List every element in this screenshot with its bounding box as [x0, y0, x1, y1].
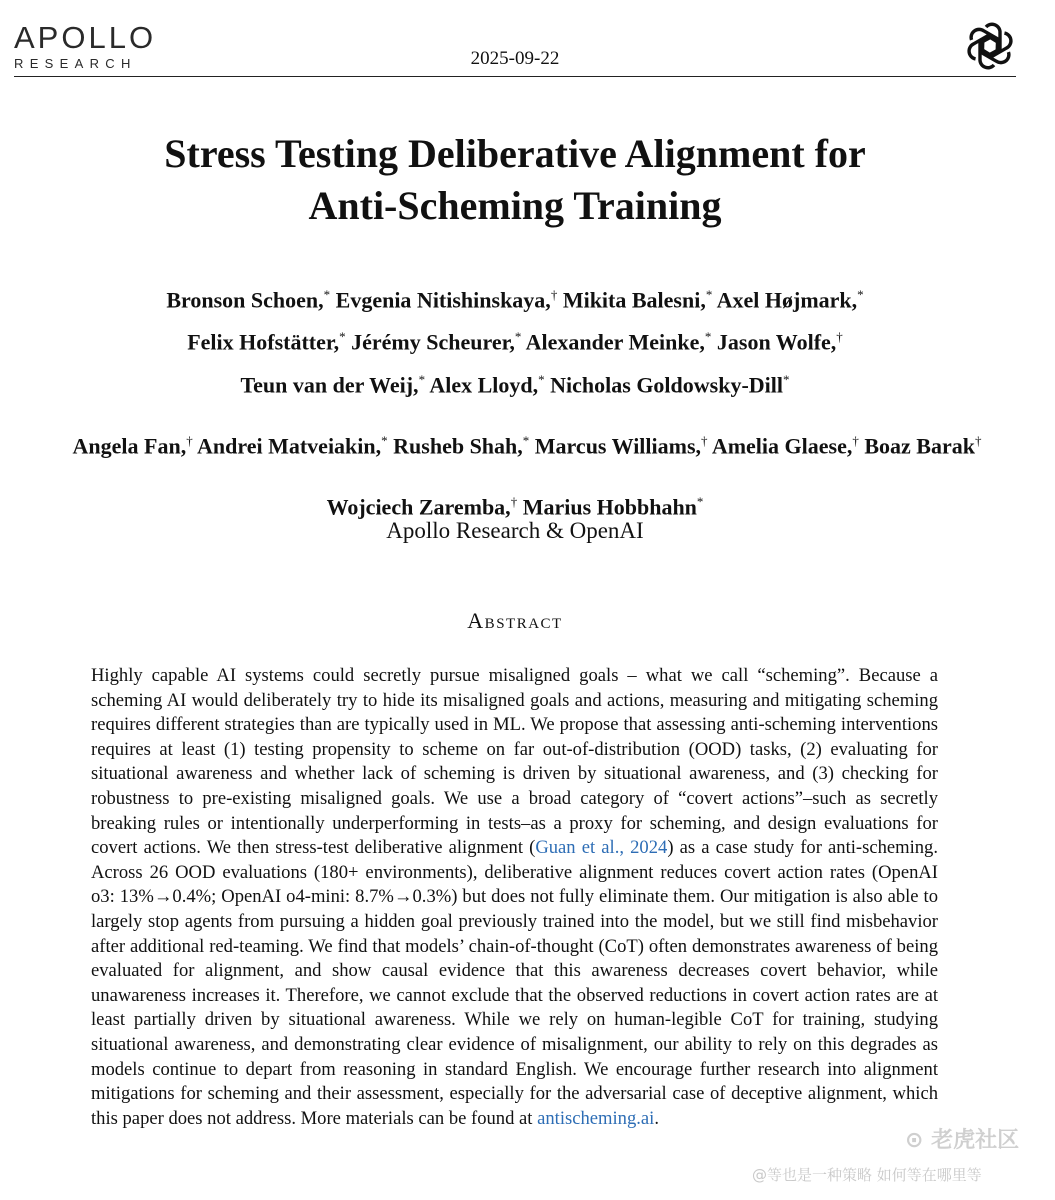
- author-line-2: [0, 318, 1030, 360]
- author-line-3: [0, 361, 1030, 403]
- abstract-body: [91, 664, 938, 1131]
- author-name: Angela Fan,: [72, 433, 187, 459]
- author-name: Teun van der Weij,: [240, 371, 419, 397]
- title-line-2: Anti-Scheming Training: [308, 183, 722, 228]
- citation-link[interactable]: Guan et al., 2024: [535, 837, 668, 859]
- author-mark: *: [857, 287, 864, 302]
- author-mark: †: [701, 432, 708, 448]
- author-name: Nicholas Goldowsky-Dill: [544, 371, 784, 397]
- author-name: Alexander Meinke,: [521, 329, 705, 355]
- author-name: Marius Hobbhahn: [517, 494, 697, 520]
- author-line-4: [12, 422, 1042, 464]
- paper-title: [0, 128, 1030, 232]
- author-name: Felix Hofstätter,: [187, 329, 340, 355]
- watermark-handle: @等也是一种策略 如何等在哪里等: [752, 1166, 982, 1184]
- author-mark: †: [510, 494, 518, 510]
- watermark-logo: ⊙ 老虎社区: [905, 1128, 1020, 1153]
- author-mark: *: [696, 494, 704, 510]
- author-mark: *: [418, 371, 426, 387]
- author-mark: *: [323, 287, 331, 302]
- author-mark: †: [836, 329, 843, 345]
- logo-subtitle: RESEARCH: [14, 56, 137, 71]
- abstract-heading: Abstract: [467, 608, 563, 633]
- author-name: Alex Lloyd,: [425, 371, 539, 397]
- author-name: Andrei Matveiakin,: [192, 433, 382, 459]
- author-mark: *: [705, 287, 713, 302]
- author-name: Mikita Balesni,: [557, 287, 706, 313]
- author-mark: *: [381, 432, 388, 448]
- paper-date: 2025-09-22: [470, 48, 560, 69]
- author-name: Marcus Williams,: [529, 433, 702, 459]
- title-line-1: Stress Testing Deliberative Alignment for: [164, 131, 866, 176]
- author-mark: †: [852, 432, 859, 448]
- author-mark: *: [704, 329, 712, 345]
- author-mark: *: [522, 432, 530, 448]
- author-mark: †: [186, 432, 193, 448]
- materials-link[interactable]: antischeming.ai: [537, 1107, 655, 1129]
- author-group-gap: [0, 464, 1030, 483]
- logo-wordmark: APOLLO: [14, 20, 157, 55]
- author-group-gap: [0, 403, 1030, 422]
- abstract-text: .: [654, 1107, 659, 1129]
- author-mark: *: [514, 329, 522, 345]
- abstract-text: Highly capable AI systems could secretly pursue misaligned goals – what we call “scheming”. Because a scheming AI would deliberately try to hide its misaligned goals and actions, measuring and mitigating scheming requires different strategies than are typically used in ML. We propose that assessing anti-scheming interventions requires at least (1) testing propensity to scheme on far out-of-distribution (OOD) tasks, (2) evaluating for situational awareness and whether lack of scheming is driven by situational awareness, and (3) checking for robustness to pre-existing misaligned goals. We use a broad category of “covert actions”–such as secretly breaking rules or intentionally underperforming in tests–as a proxy for scheming, and design evaluations for covert actions. We then stress-test deliberative alignment (: [91, 665, 938, 859]
- author-mark: †: [974, 432, 982, 448]
- author-name: Jason Wolfe,: [711, 329, 837, 355]
- author-mark: *: [339, 329, 346, 345]
- author-name: Evgenia Nitishinskaya,: [330, 287, 551, 313]
- author-line-1: [0, 276, 1030, 318]
- author-name: Amelia Glaese,: [707, 433, 853, 459]
- author-name: Axel Højmark,: [712, 287, 858, 313]
- author-name: Wojciech Zaremba,: [326, 494, 511, 520]
- author-mark: †: [550, 287, 558, 302]
- author-name: Jérémy Scheurer,: [345, 329, 515, 355]
- author-list: [0, 276, 1030, 526]
- author-mark: *: [538, 371, 545, 387]
- openai-logo-icon: [964, 20, 1016, 72]
- affiliation: Apollo Research & OpenAI: [386, 518, 644, 543]
- header-rule: [14, 76, 1016, 77]
- author-name: Bronson Schoen,: [166, 287, 324, 313]
- author-name: Rusheb Shah,: [387, 433, 523, 459]
- author-name: Boaz Barak: [858, 433, 975, 459]
- abstract-text: ) as a case study for anti-scheming. Across 26 OOD evaluations (180+ environments), deliberative alignment reduces covert action rates (OpenAI o3: 13%→0.4%; OpenAI o4-mini: 8.7%→0.3%) but does not fully eliminate them. Our mitigation is also able to largely stop agents from pursuing a hidden goal previously trained into the model, but we still find misbehavior after additional red-teaming. We find that models’ chain-of-thought (CoT) often demonstrates awareness of being evaluated for alignment, and show causal evidence that this awareness decreases covert behavior, while unawareness increases it. Therefore, we cannot exclude that the observed reductions in covert action rates are at least partially driven by situational awareness. While we rely on human-legible CoT for training, studying situational awareness, and demonstrating clear evidence of misalignment, our ability to rely on this degrades as models continue to depart from reasoning in standard English. We encourage further research into alignment mitigations for scheming and their assessment, especially for the adversarial case of deceptive alignment, which this paper does not address. More materials can be found at: [91, 837, 938, 1129]
- author-mark: *: [783, 371, 790, 387]
